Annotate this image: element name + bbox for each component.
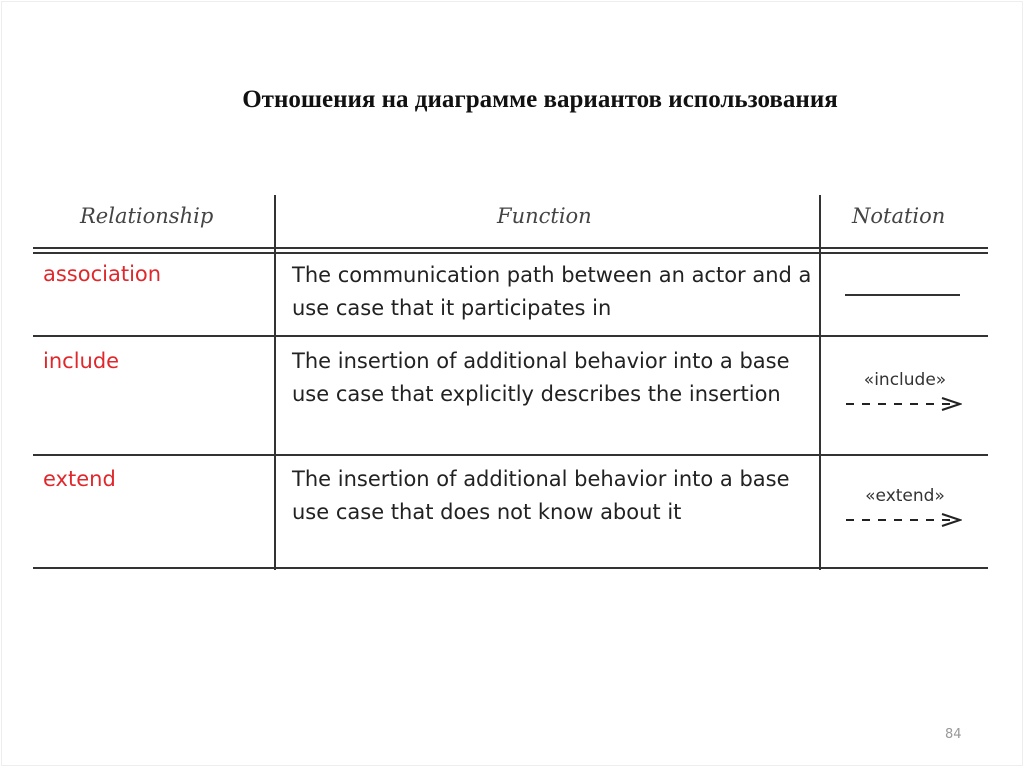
- relationship-name: extend: [43, 467, 116, 491]
- relationship-name: include: [43, 349, 120, 373]
- header-notation: Notation: [852, 204, 946, 228]
- header-function: Function: [497, 204, 592, 228]
- notation-label: «include»: [863, 370, 947, 390]
- page-number: 84: [945, 727, 962, 742]
- relationship-function: The communication path between an actor and a use case that it participates in: [292, 263, 812, 320]
- dashed-arrow-icon: [846, 512, 962, 528]
- row-divider: [33, 454, 988, 456]
- relationship-function: The insertion of additional behavior into a base use case that does not know about it: [292, 467, 790, 524]
- row-divider: [33, 567, 988, 569]
- header-relationship: Relationship: [80, 204, 214, 228]
- solid-line-icon: [845, 294, 960, 296]
- notation-label: «extend»: [865, 486, 945, 506]
- row-divider: [33, 335, 988, 337]
- header-divider: [33, 247, 988, 249]
- relationship-function: The insertion of additional behavior into a base use case that explicitly describes the insertion: [292, 349, 790, 406]
- header-divider: [33, 252, 988, 254]
- slide-title: Отношения на диаграмме вариантов использования: [242, 86, 838, 113]
- dashed-arrow-icon: [846, 396, 962, 412]
- relationship-name: association: [43, 262, 162, 286]
